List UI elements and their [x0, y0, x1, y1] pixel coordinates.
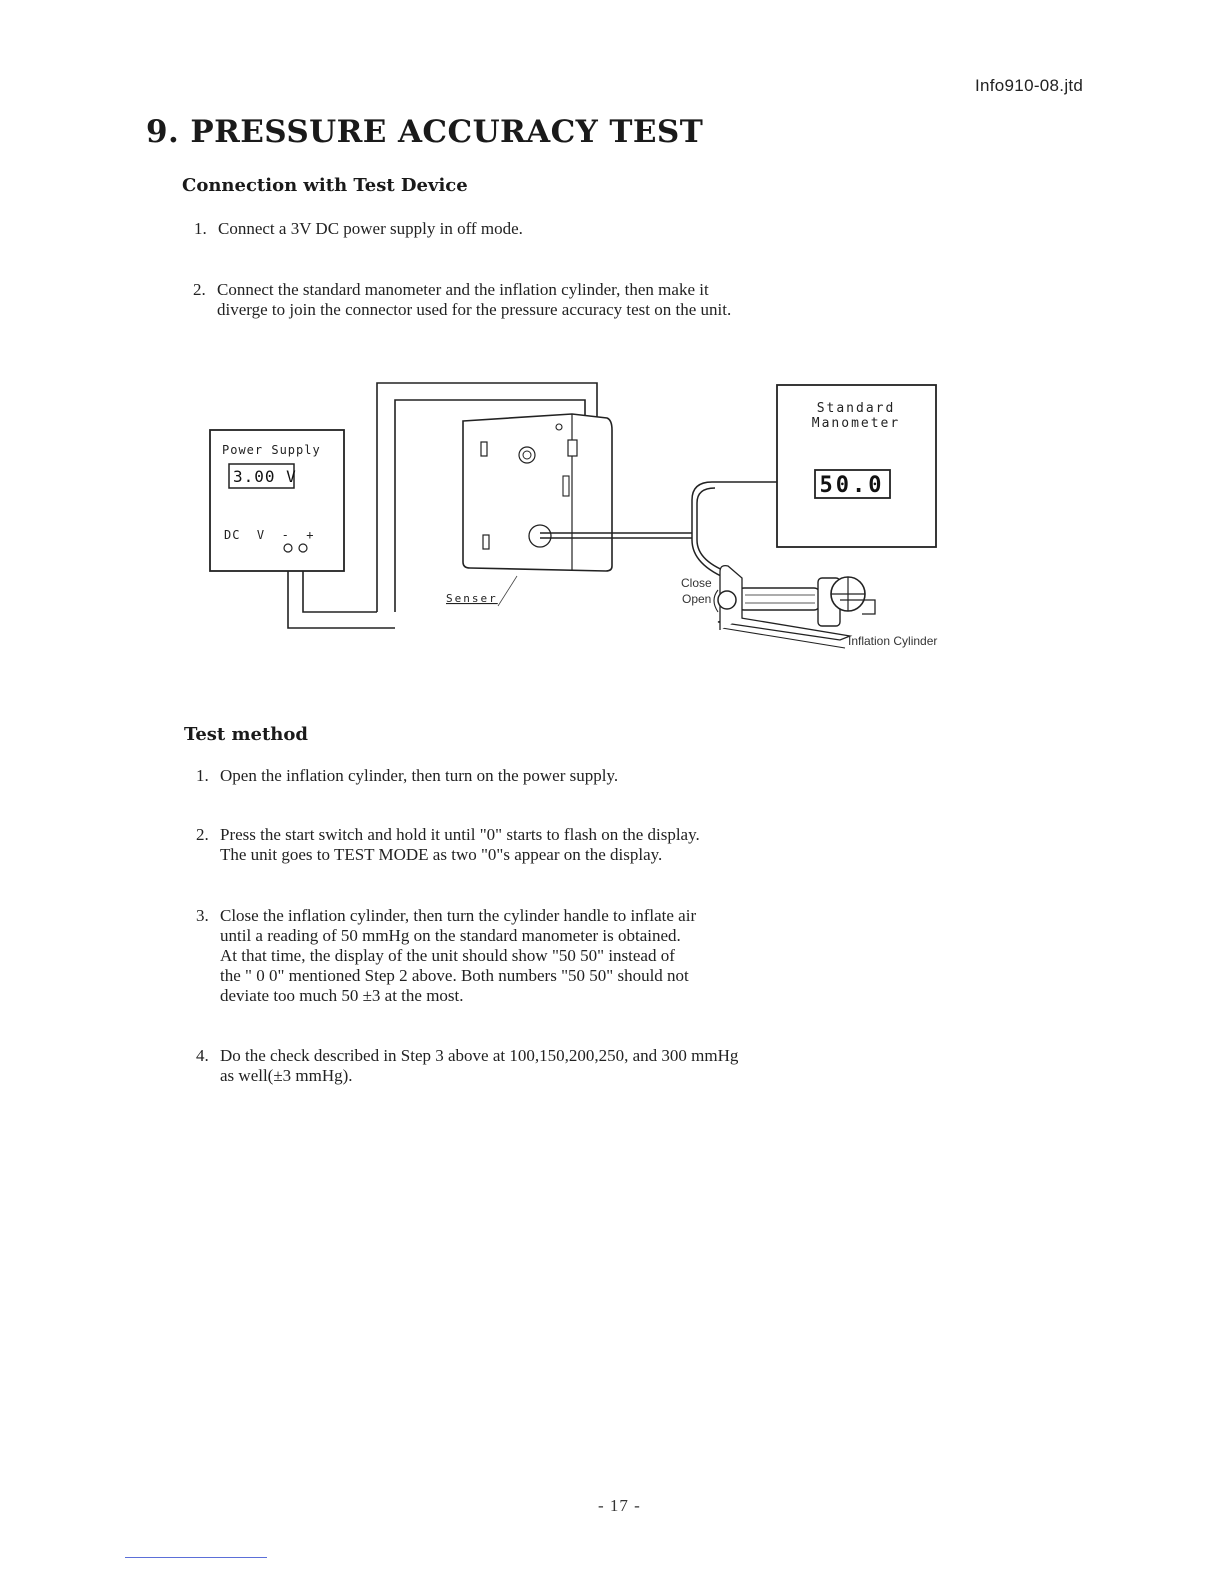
connection-diagram [0, 0, 1224, 700]
cylinder-valve-knob [718, 591, 736, 609]
positive-terminal [299, 544, 307, 552]
manometer-display-value: 50.0 [819, 473, 885, 498]
unit-side-switch [568, 440, 577, 456]
manometer-label-line1: Standard [816, 401, 896, 416]
step-text: Connect a 3V DC power supply in off mode. [218, 219, 523, 238]
standard-manometer [777, 385, 936, 547]
power-supply-terminals-label: DC V - + [224, 528, 315, 542]
connection-heading: Connection with Test Device [182, 175, 468, 196]
power-supply-label: Power Supply [222, 443, 321, 457]
footer-rule [125, 1557, 267, 1558]
negative-terminal [284, 544, 292, 552]
unit-side-port [563, 476, 569, 496]
unit-slot-upper [481, 442, 487, 456]
test-step-3 [196, 906, 936, 1006]
step-text: Close the inflation cylinder, then turn the cylinder handle to inflate air until a reading of 50 mmHg on the standard manometer is obtained. At that time, the display of the unit should show "50 50" instead of the " 0 0" mentioned Step 2 above. Both numbers "50 50" should not deviate too much 50 ±3 at the most. [220, 906, 697, 1005]
test-step-1 [196, 766, 936, 786]
document-file-id: Info910-08.jtd [975, 76, 1084, 95]
step-text: Do the check described in Step 3 above at 100,150,200,250, and 300 mmHg as well(±3 mmHg). [220, 1046, 739, 1085]
step-number: 2. [193, 280, 206, 299]
step-text: Open the inflation cylinder, then turn on the power supply. [220, 766, 619, 785]
unit-slot-lower [483, 535, 489, 549]
step-text: Press the start switch and hold it until "0" starts to flash on the display. The unit goes to TEST MODE as two "0"s appear on the display. [220, 825, 700, 864]
cylinder-barrel [738, 588, 820, 610]
cylinder-label: Inflation Cylinder [848, 634, 938, 648]
power-supply [210, 430, 344, 571]
step-number: 2. [196, 825, 209, 844]
step-number: 1. [196, 766, 209, 785]
page-title: 9. PRESSURE ACCURACY TEST [146, 114, 704, 150]
unit-button-center [523, 451, 531, 459]
test-method-heading: Test method [184, 724, 308, 745]
step-text: Connect the standard manometer and the inflation cylinder, then make it diverge to join the connector used for the pressure accuracy test on the unit. [217, 280, 732, 319]
test-step-2 [196, 825, 936, 865]
sensor-label: Senser [446, 592, 498, 605]
test-step-4 [196, 1046, 936, 1086]
manometer-label-line2: Manometer [811, 416, 901, 431]
sensor-connector [529, 525, 551, 547]
power-supply-display-value: 3.00 V [233, 467, 297, 486]
unit-indicator [556, 424, 562, 430]
valve-close-label: Close [681, 576, 712, 590]
page-number: - 17 - [598, 1496, 641, 1515]
step-number: 1. [194, 219, 207, 238]
step-number: 4. [196, 1046, 209, 1065]
blood-pressure-unit [463, 414, 612, 571]
step-number: 3. [196, 906, 209, 925]
valve-open-label: Open [682, 592, 712, 606]
